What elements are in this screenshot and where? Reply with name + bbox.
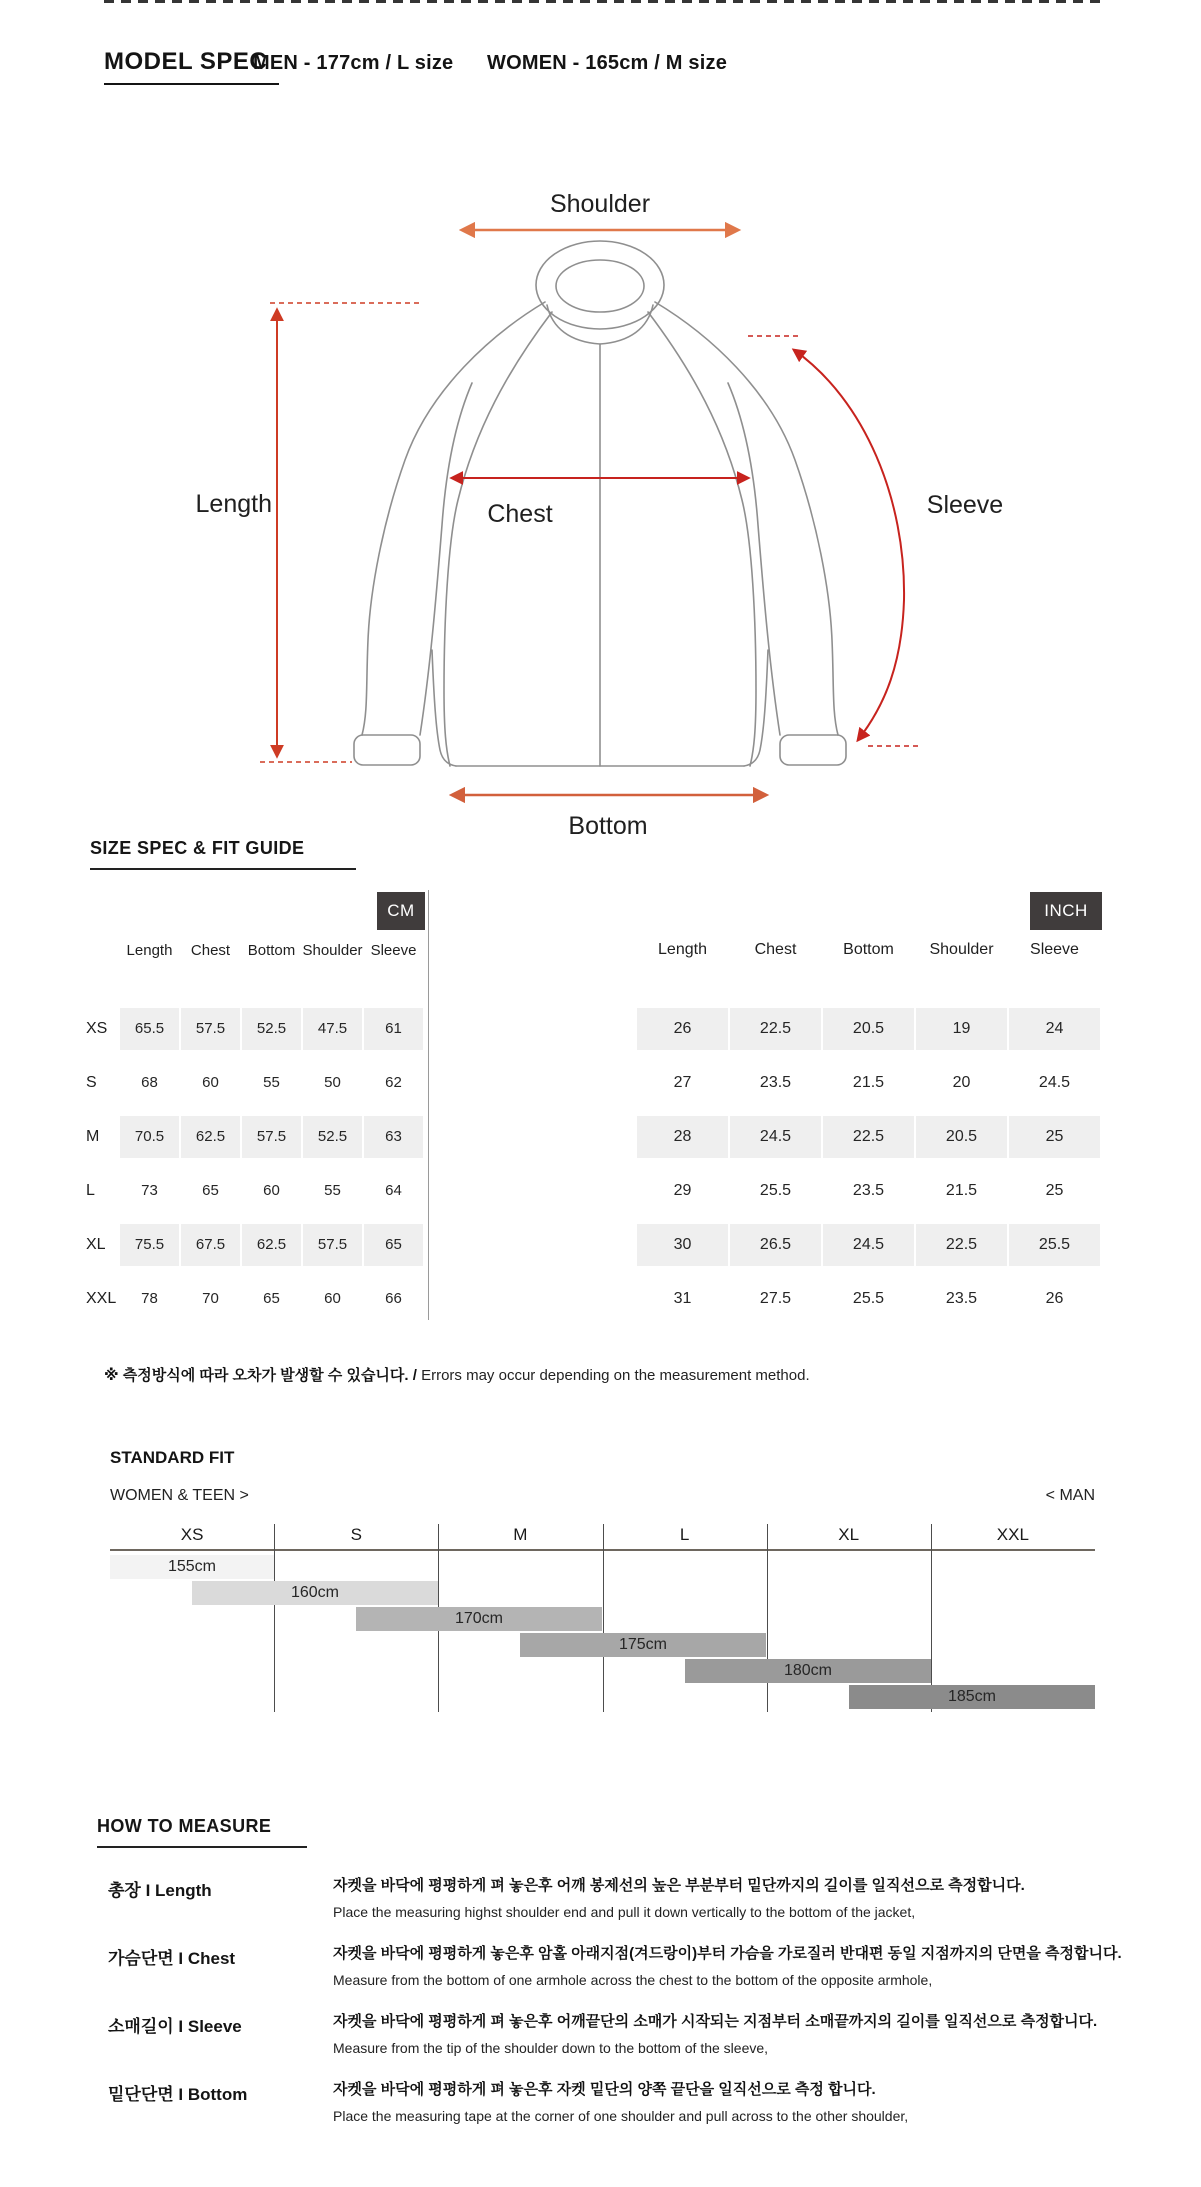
inch-table-cell: 24 — [1009, 1008, 1100, 1050]
cm-table-cell: 73 — [141, 1182, 158, 1199]
fit-chart-column-line — [603, 1524, 604, 1712]
fit-chart-column-line — [274, 1524, 275, 1712]
model-spec-women: WOMEN - 165cm / M size — [487, 52, 728, 74]
how-to-measure-title: HOW TO MEASURE — [97, 1816, 307, 1848]
inch-table-cell: 25.5 — [1009, 1224, 1100, 1266]
measure-row-text — [333, 2080, 1163, 2124]
measure-row-korean: 자켓을 바닥에 평평하게 펴 놓은후 어깨끝단의 소매가 시작되는 지점부터 소매끝까지의 길이를 일직선으로 측정합니다. — [333, 2013, 1098, 2030]
cm-table-cell: 50 — [324, 1074, 341, 1091]
inch-table-row — [637, 1008, 1100, 1050]
cm-table-cell: 62.5 — [242, 1224, 301, 1266]
cm-table-cell: 52.5 — [303, 1116, 362, 1158]
cm-table-cell: 57.5 — [181, 1008, 240, 1050]
inch-table-cell: 31 — [673, 1290, 692, 1307]
fit-chart-bar: 170cm — [356, 1607, 602, 1631]
cm-table-cell: 64 — [385, 1182, 402, 1199]
measure-row-text — [333, 1876, 1163, 1920]
size-spec-title: SIZE SPEC & FIT GUIDE — [90, 838, 356, 870]
fit-chart-size-header: XXL — [996, 1525, 1029, 1544]
inch-table-cell: 23.5 — [945, 1290, 978, 1307]
inch-table-cell: 25 — [1045, 1182, 1064, 1199]
measure-row-korean: 자켓을 바닥에 평평하게 펴 놓은후 어깨 봉제선의 높은 부분부터 밑단까지의 길이를 일직선으로 측정합니다. — [333, 1877, 1025, 1894]
inch-table-cell: 19 — [916, 1008, 1007, 1050]
fit-left-label: WOMEN & TEEN > — [110, 1487, 249, 1504]
cm-table-cell: 65 — [364, 1224, 423, 1266]
dashed-divider-bottom — [104, 0, 1100, 3]
fit-right-label: < MAN — [1045, 1487, 1095, 1504]
measure-row-text — [333, 1944, 1163, 1988]
inch-table-cell: 22.5 — [730, 1008, 821, 1050]
cm-table-cell: 65 — [202, 1182, 219, 1199]
inch-table-cell: 21.5 — [852, 1074, 885, 1091]
cm-column-header: Chest — [190, 941, 231, 959]
inch-table-row — [637, 1278, 1100, 1320]
measure-row-korean: 자켓을 바닥에 평평하게 펴 놓은후 자켓 밑단의 양쪽 끝단을 일직선으로 측정 합니다. — [333, 2081, 876, 2098]
measurement-note — [104, 1364, 810, 1385]
fit-chart-size-header: XS — [180, 1525, 204, 1544]
measurement-note-ko: ※ 측정방식에 따라 오차가 발생할 수 있습니다. / — [104, 1367, 417, 1384]
measure-row-text — [333, 2012, 1163, 2056]
length-label: Length — [195, 490, 272, 518]
measure-row-english: Measure from the bottom of one armhole across the chest to the bottom of the opposite armhole, — [333, 1972, 933, 1988]
inch-column-header: Shoulder — [929, 941, 994, 958]
cm-table-cell: 52.5 — [242, 1008, 301, 1050]
cm-table-cell: 60 — [324, 1290, 341, 1307]
shoulder-label: Shoulder — [549, 190, 651, 218]
size-row-label: XXL — [86, 1290, 117, 1307]
cm-table-row — [120, 1170, 423, 1212]
measure-row-english: Place the measuring tape at the corner of one shoulder and pull across to the other shoulder, — [333, 2108, 909, 2124]
cm-table-row — [120, 1008, 423, 1050]
cm-table-cell: 55 — [263, 1074, 280, 1091]
inch-table-cell: 26 — [637, 1008, 728, 1050]
inch-table-cell: 27.5 — [759, 1290, 792, 1307]
cm-table-cell: 61 — [364, 1008, 423, 1050]
size-label-column — [86, 1008, 116, 1332]
size-row-label: S — [86, 1074, 97, 1091]
inch-table-cell: 21.5 — [945, 1182, 978, 1199]
inch-table-cell: 22.5 — [823, 1116, 914, 1158]
inch-table-cell: 28 — [637, 1116, 728, 1158]
cm-table-cell: 62.5 — [181, 1116, 240, 1158]
jacket-measurement-diagram — [100, 170, 1100, 840]
inch-table-cell: 20.5 — [916, 1116, 1007, 1158]
fit-chart-bar: 185cm — [849, 1685, 1095, 1709]
cm-table-cell: 75.5 — [120, 1224, 179, 1266]
inch-table-cell: 23.5 — [852, 1182, 885, 1199]
fit-chart-size-header: M — [513, 1525, 528, 1544]
measure-row-korean: 자켓을 바닥에 평평하게 놓은후 암홀 아래지점(겨드랑이)부터 가슴을 가로질러 반대편 동일 지점까지의 단면을 측정합니다. — [333, 1945, 1122, 1962]
inch-column-header: Bottom — [843, 941, 894, 958]
cm-table-row — [120, 1116, 423, 1158]
cm-table-row — [120, 1062, 423, 1104]
measure-row-label: 가슴단면 I Chest — [108, 1949, 236, 1968]
sleeve-label: Sleeve — [926, 491, 1004, 519]
fit-chart-size-header: XL — [838, 1525, 860, 1544]
inch-table-cell: 22.5 — [916, 1224, 1007, 1266]
length-measure-arrow — [260, 303, 420, 762]
model-spec-title: MODEL SPEC — [104, 48, 279, 85]
cm-table-cell: 47.5 — [303, 1008, 362, 1050]
cm-table-cell: 68 — [141, 1074, 158, 1091]
inch-table-cell: 24.5 — [730, 1116, 821, 1158]
table-divider-line — [428, 890, 429, 1320]
inch-table-row — [637, 1116, 1100, 1158]
measure-row-label: 소매길이 I Sleeve — [108, 2017, 242, 2036]
cm-table-cell: 65 — [263, 1290, 280, 1307]
cm-size-table — [120, 1008, 423, 1332]
fit-chart-bar: 175cm — [520, 1633, 766, 1657]
inch-size-table — [637, 1008, 1100, 1332]
cm-column-header: Length — [126, 941, 173, 959]
jacket-outline — [354, 241, 846, 766]
inch-column-header: Length — [658, 941, 707, 958]
cm-table-cell: 60 — [202, 1074, 219, 1091]
standard-fit-title: STANDARD FIT — [110, 1448, 235, 1467]
cm-column-header: Sleeve — [370, 941, 417, 959]
cm-table-row — [120, 1224, 423, 1266]
inch-table-cell: 20.5 — [823, 1008, 914, 1050]
inch-table-row — [637, 1170, 1100, 1212]
fit-chart-bar: 160cm — [192, 1581, 438, 1605]
inch-table-cell: 24.5 — [1038, 1074, 1071, 1091]
inch-table-cell: 20 — [952, 1074, 971, 1091]
cm-table-cell: 60 — [263, 1182, 280, 1199]
inch-table-cell: 26.5 — [730, 1224, 821, 1266]
cm-unit-badge: CM — [377, 892, 425, 930]
inch-table-row — [637, 1224, 1100, 1266]
inch-column-header: Chest — [754, 941, 797, 958]
measure-row-english: Measure from the tip of the shoulder down to the bottom of the sleeve, — [333, 2040, 769, 2056]
cm-column-header: Bottom — [247, 941, 296, 959]
size-row-label: L — [86, 1182, 95, 1199]
inch-table-cell: 27 — [673, 1074, 692, 1091]
inch-unit-badge: INCH — [1030, 892, 1102, 930]
inch-table-cell: 26 — [1045, 1290, 1064, 1307]
cm-table-row — [120, 1278, 423, 1320]
cm-table-headers — [120, 940, 423, 960]
bottom-label: Bottom — [568, 812, 648, 840]
measurement-note-en: Errors may occur depending on the measurement method. — [421, 1367, 810, 1384]
cm-table-cell: 63 — [364, 1116, 423, 1158]
size-row-label: XL — [86, 1236, 106, 1253]
measure-row-label: 밑단단면 I Bottom — [108, 2085, 248, 2104]
cm-table-cell: 70 — [202, 1290, 219, 1307]
cm-column-header: Shoulder — [302, 941, 363, 959]
inch-table-cell: 25.5 — [852, 1290, 885, 1307]
inch-table-cell: 29 — [673, 1182, 692, 1199]
fit-chart-bar: 180cm — [685, 1659, 931, 1683]
cm-table-cell: 78 — [141, 1290, 158, 1307]
cm-table-cell: 65.5 — [120, 1008, 179, 1050]
inch-table-cell: 24.5 — [823, 1224, 914, 1266]
cm-table-cell: 62 — [385, 1074, 402, 1091]
inch-table-cell: 30 — [637, 1224, 728, 1266]
model-spec-men: MEN - 177cm / L size — [253, 52, 454, 74]
inch-table-cell: 25 — [1009, 1116, 1100, 1158]
fit-chart-column-line — [767, 1524, 768, 1712]
measure-row-english: Place the measuring highst shoulder end and pull it down vertically to the bottom of the jacket, — [333, 1904, 916, 1920]
cm-table-cell: 57.5 — [242, 1116, 301, 1158]
fit-chart-bar: 155cm — [110, 1555, 274, 1579]
inch-table-cell: 25.5 — [759, 1182, 792, 1199]
chest-label: Chest — [487, 500, 553, 528]
measure-row-label: 총장 I Length — [108, 1881, 212, 1900]
inch-table-cell: 23.5 — [759, 1074, 792, 1091]
fit-chart-size-header: L — [679, 1525, 690, 1544]
fit-chart-column-line — [931, 1524, 932, 1712]
size-row-label: XS — [86, 1020, 108, 1037]
cm-table-cell: 55 — [324, 1182, 341, 1199]
cm-table-cell: 67.5 — [181, 1224, 240, 1266]
cm-table-cell: 57.5 — [303, 1224, 362, 1266]
inch-table-headers — [637, 940, 1100, 960]
inch-column-header: Sleeve — [1030, 941, 1079, 958]
cm-table-cell: 70.5 — [120, 1116, 179, 1158]
cm-table-cell: 66 — [385, 1290, 402, 1307]
standard-fit-chart — [110, 1522, 1095, 1714]
fit-chart-size-header: S — [350, 1525, 362, 1544]
size-row-label: M — [86, 1128, 100, 1145]
inch-table-row — [637, 1062, 1100, 1104]
